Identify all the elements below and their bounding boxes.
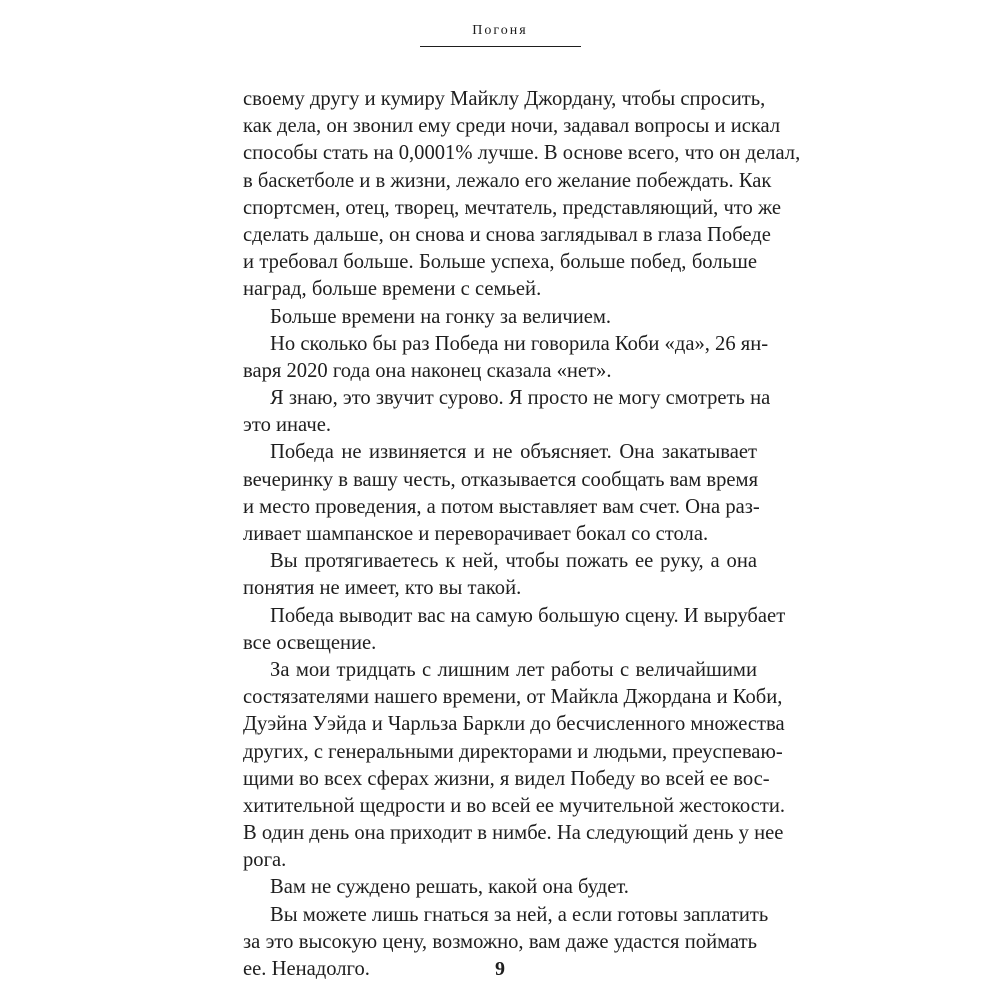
text-line: состязателями нашего времени, от Майкла Джордана и Коби, xyxy=(243,686,783,709)
text-line: как дела, он звонил ему среди ночи, задавал вопросы и искал xyxy=(243,115,781,138)
text-line: Победа не извиняется и не объясняет. Она закатывает xyxy=(270,441,757,464)
header-rule xyxy=(420,46,581,47)
text-line: варя 2020 года она наконец сказала «нет». xyxy=(243,359,612,382)
body-text xyxy=(243,86,801,983)
page-number: 9 xyxy=(495,958,505,980)
text-line: щими во всех сферах жизни, я видел Победу во всей ее вос- xyxy=(243,767,770,790)
text-line: Вы протягиваетесь к ней, чтобы пожать ее руку, а она xyxy=(270,550,757,573)
text-line: сделать дальше, он снова и снова заглядывал в глаза Победе xyxy=(243,223,771,246)
text-line: Вы можете лишь гнаться за ней, а если готовы заплатить xyxy=(270,903,769,926)
text-line: Победа выводит вас на самую большую сцену. И вырубает xyxy=(270,604,786,627)
text-line: других, с генеральными директорами и людьми, преуспеваю- xyxy=(243,740,783,763)
text-line: Больше времени на гонку за величием. xyxy=(270,305,612,328)
text-line: это иначе. xyxy=(243,414,332,437)
text-line: способы стать на 0,0001% лучше. В основе всего, что он делал, xyxy=(243,142,801,165)
text-line: Вам не суждено решать, какой она будет. xyxy=(270,876,629,899)
text-line: понятия не имеет, кто вы такой. xyxy=(243,577,522,600)
text-line: и требовал больше. Больше успеха, больше побед, больше xyxy=(243,251,757,274)
text-line: спортсмен, отец, творец, мечтатель, представляющий, что же xyxy=(243,196,782,219)
text-line: Я знаю, это звучит сурово. Я просто не могу смотреть на xyxy=(270,387,771,410)
text-line: Но сколько бы раз Победа ни говорила Коби «да», 26 ян- xyxy=(270,332,769,355)
text-line: ливает шампанское и переворачивает бокал со стола. xyxy=(243,523,709,545)
text-line: в баскетболе и в жизни, лежало его желание побеждать. Как xyxy=(243,169,772,192)
text-line: рога. xyxy=(243,849,287,872)
text-line: своему другу и кумиру Майклу Джордану, чтобы спросить, xyxy=(243,88,766,110)
text-line: ее. Ненадолго. xyxy=(243,958,370,980)
text-line: За мои тридцать с лишним лет работы с величайшими xyxy=(270,658,757,681)
text-line: наград, больше времени с семьей. xyxy=(243,278,542,301)
text-line: за это высокую цену, возможно, вам даже удастся поймать xyxy=(243,930,757,953)
running-head: Погоня xyxy=(472,23,528,38)
text-line: вечеринку в вашу честь, отказывается сообщать вам время xyxy=(243,468,759,491)
text-line: хитительной щедрости и во всей ее мучительной жестокости. xyxy=(243,794,786,817)
text-line: и место проведения, а потом выставляет вам счет. Она раз- xyxy=(243,495,760,518)
text-line: В один день она приходит в нимбе. На следующий день у нее xyxy=(243,822,784,845)
text-line: все освещение. xyxy=(243,631,377,654)
text-line: Дуэйна Уэйда и Чарльза Баркли до бесчисленного множества xyxy=(243,713,785,736)
